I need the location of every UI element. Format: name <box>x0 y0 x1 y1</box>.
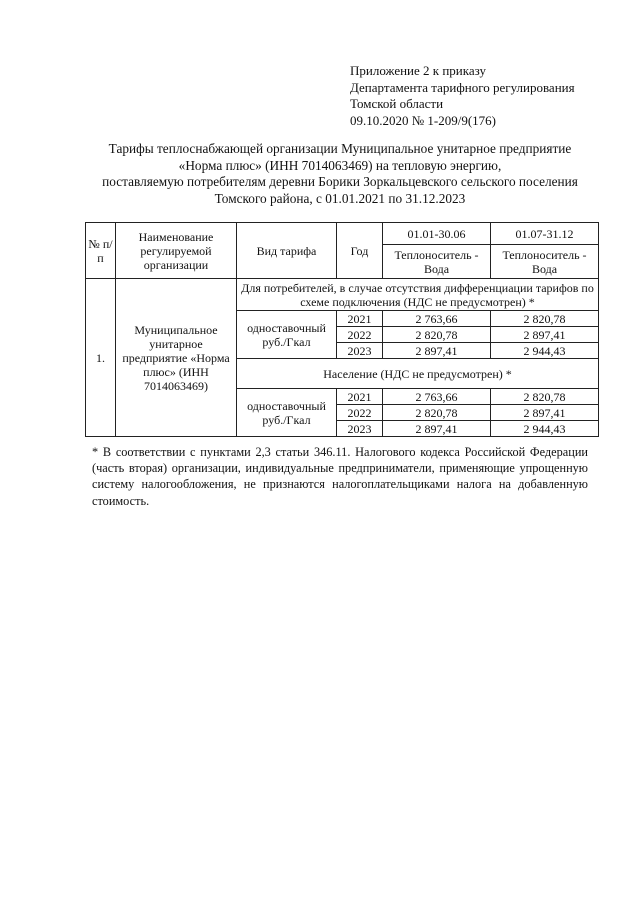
price-cell: 2 897,41 <box>383 343 491 359</box>
price-cell: 2 897,41 <box>491 327 599 343</box>
header-year: Год <box>337 223 383 279</box>
appendix-reference <box>350 63 575 129</box>
year-cell: 2021 <box>337 311 383 327</box>
price-cell: 2 944,43 <box>491 343 599 359</box>
section-heading: Для потребителей, в случае отсутствия дифференциации тарифов по схеме подключения (НДС не предусмотрен) * <box>237 279 599 311</box>
tariff-table <box>85 222 599 437</box>
section-heading: Население (НДС не предусмотрен) * <box>237 359 599 389</box>
title-line: поставляемую потребителям деревни Борики Зоркальцевского сельского поселения <box>102 174 578 190</box>
title-line: Томского района, с 01.01.2021 по 31.12.2023 <box>214 190 466 206</box>
tariff-type-cell: одноставочный руб./Гкал <box>237 389 337 437</box>
year-cell: 2021 <box>337 389 383 405</box>
appendix-line: Приложение 2 к приказу <box>350 63 487 78</box>
price-cell: 2 820,78 <box>383 327 491 343</box>
price-cell: 2 897,41 <box>383 421 491 437</box>
tariff-type-cell: одноставочный руб./Гкал <box>237 311 337 359</box>
price-cell: 2 944,43 <box>491 421 599 437</box>
row-number: 1. <box>86 279 116 437</box>
title-line: «Норма плюс» (ИНН 7014063469) на тепловую энергию, <box>178 157 502 173</box>
year-cell: 2023 <box>337 421 383 437</box>
price-cell: 2 763,66 <box>383 389 491 405</box>
appendix-line: 09.10.2020 № 1-209/9(176) <box>350 112 497 128</box>
appendix-line: Департамента тарифного регулирования <box>350 79 575 95</box>
header-carrier-2: Теплоноситель - Вода <box>491 245 599 279</box>
year-cell: 2023 <box>337 343 383 359</box>
organization-name: Муниципальное унитарное предприятие «Норма плюс» (ИНН 7014063469) <box>116 279 237 437</box>
header-row <box>86 223 599 245</box>
header-carrier-1: Теплоноситель - Вода <box>383 245 491 279</box>
header-organization: Наименование регулируемой организации <box>116 223 237 279</box>
price-cell: 2 820,78 <box>491 311 599 327</box>
price-cell: 2 897,41 <box>491 405 599 421</box>
header-period-2: 01.07-31.12 <box>491 223 599 245</box>
price-cell: 2 820,78 <box>491 389 599 405</box>
header-number: № п/п <box>86 223 116 279</box>
appendix-line: Томской области <box>350 96 444 111</box>
section-heading-row <box>86 279 599 311</box>
footnote: * В соответствии с пунктами 2,3 статьи 346.11. Налогового кодекса Российской Федерации (часть вторая) организации, индивидуальные предприниматели, применяющие упрощенную систему налогообложения, не признаются налогоплательщиками налога на добавленную стоимость. <box>92 445 588 508</box>
title-line: Тарифы теплоснабжающей организации Муниципальное унитарное предприятие <box>108 141 572 156</box>
year-cell: 2022 <box>337 327 383 343</box>
price-cell: 2 763,66 <box>383 311 491 327</box>
header-tariff-type: Вид тарифа <box>237 223 337 279</box>
header-period-1: 01.01-30.06 <box>383 223 491 245</box>
year-cell: 2022 <box>337 405 383 421</box>
price-cell: 2 820,78 <box>383 405 491 421</box>
document-title <box>60 141 620 207</box>
